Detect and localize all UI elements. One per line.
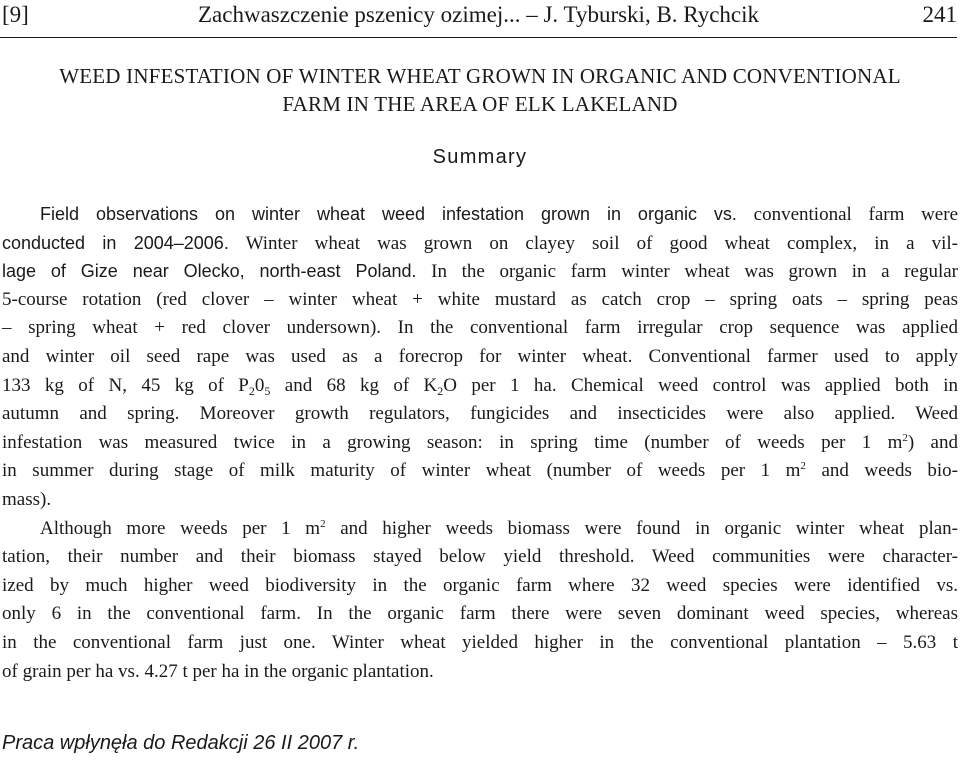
summary-line: ized by much higher weed biodiversity in the organic farm where 32 weed species were identified vs. xyxy=(2,574,958,596)
running-head xyxy=(0,0,960,30)
summary-line: infestation was measured twice in a growing season: in spring time (number of weeds per 1 $m^2$) and xyxy=(2,431,958,453)
received-date-note: Praca wpłynęła do Redakcji 26 II 2007 r. xyxy=(2,732,360,754)
summary-line: 133 kg of N, 45 kg of $P_20_5$ and 68 kg of $K_2O$ per 1 ha. Chemical weed control was applied both in xyxy=(2,374,958,398)
summary-line: Although more weeds per 1 $m^2$ and higher weeds biomass were found in organic winter wheat plan- xyxy=(40,517,959,539)
article-title xyxy=(0,62,960,118)
summary-heading: Summary xyxy=(432,146,528,168)
article-number: [9] xyxy=(2,2,29,27)
summary-line: only 6 in the conventional farm. In the organic farm there were seven dominant weed species, whereas xyxy=(2,603,958,625)
summary-line: Field observations on winter wheat weed infestation grown in organic vs. conventional farm were xyxy=(40,204,958,225)
article-title-line-1: WEED INFESTATION OF WINTER WHEAT GROWN IN ORGANIC AND CONVENTIONAL xyxy=(59,64,901,88)
article-title-line-2: FARM IN THE AREA OF ELK LAKELAND xyxy=(282,92,678,116)
summary-text xyxy=(2,200,958,686)
summary-line: 5-course rotation (red clover – winter wheat + white mustard as catch crop – spring oats – spring peas xyxy=(2,288,958,310)
summary-line: – spring wheat + red clover undersown). In the conventional farm irregular crop sequence was applied xyxy=(2,317,958,339)
summary-line: in summer during stage of milk maturity of winter wheat (number of weeds per 1 $m^2$ and weeds bio- xyxy=(2,460,958,482)
summary-line: in the conventional farm just one. Winter wheat yielded higher in the conventional plantation – 5.63 t xyxy=(2,631,958,653)
summary-line: autumn and spring. Moreover growth regulators, fungicides and insecticides were also applied. Weed xyxy=(2,403,958,425)
summary-line: conducted in 2004–2006. Winter wheat was grown on clayey soil of good wheat complex, in a vil- xyxy=(2,232,958,254)
article-short-title: Zachwaszczenie pszenicy ozimej... – J. Tyburski, B. Rychcik xyxy=(198,2,760,27)
summary-line: lage of Gize near Olecko, north-east Poland. In the organic farm winter wheat was grown in a regular xyxy=(2,261,959,283)
summary-line: of grain per ha vs. 4.27 t per ha in the organic plantation. xyxy=(2,660,434,682)
header-rule xyxy=(0,37,957,38)
page-number: 241 xyxy=(922,2,957,27)
summary-line: and winter oil seed rape was used as a forecrop for winter wheat. Conventional farmer used to apply xyxy=(2,345,958,367)
summary-line: mass). xyxy=(2,488,52,510)
summary-line: tation, their number and their biomass stayed below yield threshold. Weed communities were character- xyxy=(2,546,958,568)
